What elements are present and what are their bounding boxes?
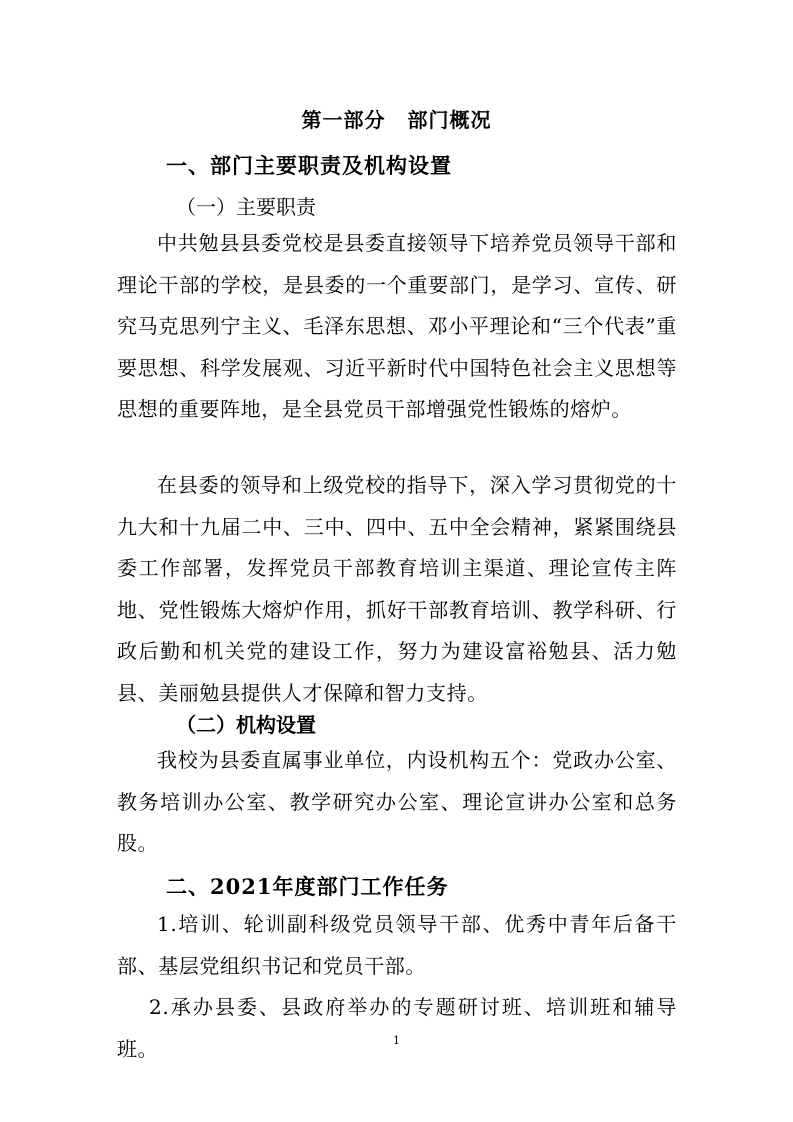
- subsection-2-heading: （二）机构设置: [176, 713, 316, 737]
- subsection-1-heading: （一）主要职责: [176, 195, 316, 219]
- section-1-heading: 一、部门主要职责及机构设置: [166, 153, 452, 178]
- page-title: 第一部分 部门概况: [301, 108, 492, 132]
- duties-paragraph-1: 中共勉县县委党校是县委直接领导下培养党员领导干部和理论干部的学校，是县委的一个重要部门，是学习、宣传、研究马克思列宁主义、毛泽东思想、邓小平理论和“三个代表”重要思想、科学发展观、习近平新时代中国特色社会主义思想等思想的重要阵地，是全县党员干部增强党性锻炼的熔炉。: [117, 231, 677, 421]
- task-item-2: 2.承办县委、县政府举办的专题研讨班、培训班和辅导班。: [117, 995, 677, 1061]
- section-2-heading: 二、2021年度部门工作任务: [166, 874, 449, 899]
- duties-paragraph-2: 在县委的领导和上级党校的指导下，深入学习贯彻党的十九大和十九届二中、三中、四中、五中全会精神，紧紧围绕县委工作部署，发挥党员干部教育培训主渠道、理论宣传主阵地、党性锻炼大熔炉作用，抓好干部教育培训、教学科研、行政后勤和机关党的建设工作，努力为建设富裕勉县、活力勉县、美丽勉县提供人才保障和智力支持。: [117, 473, 677, 705]
- task-item-1: 1.培训、轮训副科级党员领导干部、优秀中青年后备干部、基层党组织书记和党员干部。: [117, 912, 677, 978]
- page-number: 1: [393, 1034, 400, 1047]
- structure-paragraph: 我校为县委直属事业单位，内设机构五个：党政办公室、教务培训办公室、教学研究办公室、理论宣讲办公室和总务股。: [117, 748, 677, 855]
